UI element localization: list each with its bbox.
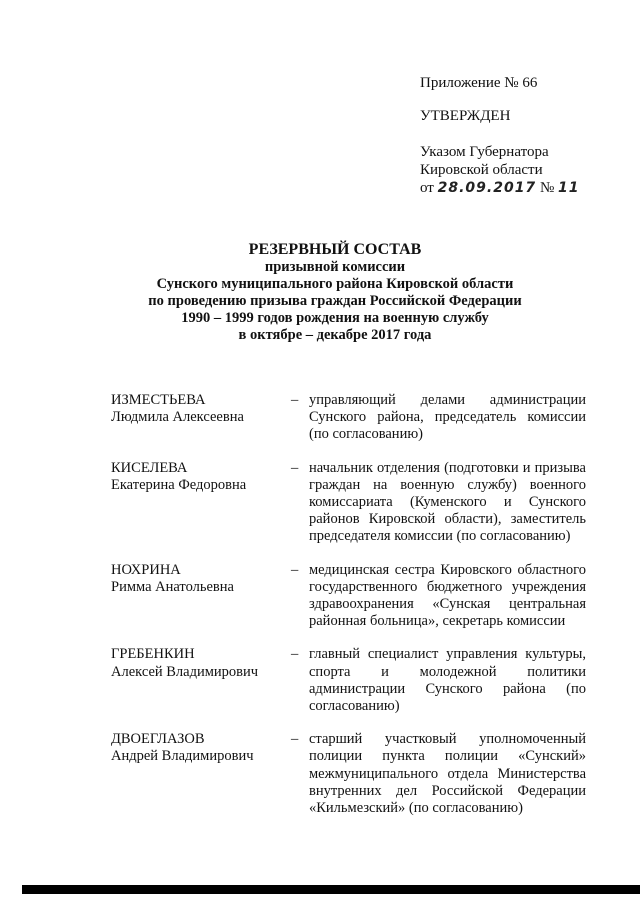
member-name [111,392,291,444]
dash: – [291,561,299,578]
decree-line-2: Кировской области [420,162,543,178]
title-main: РЕЗЕРВНЫЙ СОСТАВ [248,241,422,258]
dash: – [291,392,299,408]
approval-block [420,74,630,197]
member-name [111,460,291,546]
decree-date-line [420,179,630,197]
member-entry [111,646,586,715]
member-name [111,646,291,715]
member-name [111,731,291,817]
member-description: старший участковый уполномоченный полиции пункта полиции «Сунский» межмуниципального отдела Министерства внутренних дел Российской Федерации «Кильмезский» (по согласованию) [309,731,586,817]
member-entry [111,562,586,631]
member-entry [111,460,586,546]
member-surname: НОХРИНА [111,561,181,578]
number-sign: № [539,180,555,196]
decree-line-1: Указом Губернатора [420,144,549,160]
member-given-name: Андрей Владимирович [111,748,254,765]
member-description: медицинская сестра Кировского областного государственного бюджетного учреждения здравоохранения «Сунская центральная районная больница», секретарь комиссии [309,561,586,630]
member-given-name: Екатерина Федоровна [111,476,247,493]
title-line: призывной комиссии [264,259,406,275]
member-description: начальник отделения (подготовки и призыва граждан на военную службу) военного комиссариата (Куменского и Сунского районов Кировской области), заместитель председателя комиссии (по согласованию) [309,459,586,545]
member-surname: ИЗМЕСТЬЕВА [111,392,206,408]
member-description: управляющий делами администрации Сунского района, председатель комиссии (по согласованию) [309,392,586,443]
document-title [100,240,570,344]
member-surname: ГРЕБЕНКИН [111,646,195,663]
appendix-number: Приложение № 66 [420,75,538,91]
title-line: в октябре – декабре 2017 года [238,327,432,343]
title-line: 1990 – 1999 годов рождения на военную службу [181,310,489,326]
handwritten-number: 11 [558,180,580,196]
title-line: Сунского муниципального района Кировской области [156,276,514,292]
member-entry [111,731,586,817]
member-entry [111,392,586,444]
title-line: по проведению призыва граждан Российской Федерации [148,293,522,309]
dash: – [291,646,299,663]
dash: – [291,459,299,476]
member-name [111,562,291,631]
member-surname: ДВОЕГЛАЗОВ [111,731,205,748]
approved-label: УТВЕРЖДЕН [420,108,511,124]
member-surname: КИСЕЛЕВА [111,459,188,476]
handwritten-date: 28.09.2017 [437,180,537,196]
member-given-name: Алексей Владимирович [111,663,259,680]
date-prefix: от [420,180,434,196]
member-given-name: Римма Анатольевна [111,578,234,595]
member-given-name: Людмила Алексеевна [111,409,244,426]
dash: – [291,731,299,748]
member-description: главный специалист управления культуры, спорта и молодежной политики администрации Сунского района (по согласованию) [309,646,586,715]
members-list [111,392,586,833]
scan-edge-bar [22,885,640,894]
